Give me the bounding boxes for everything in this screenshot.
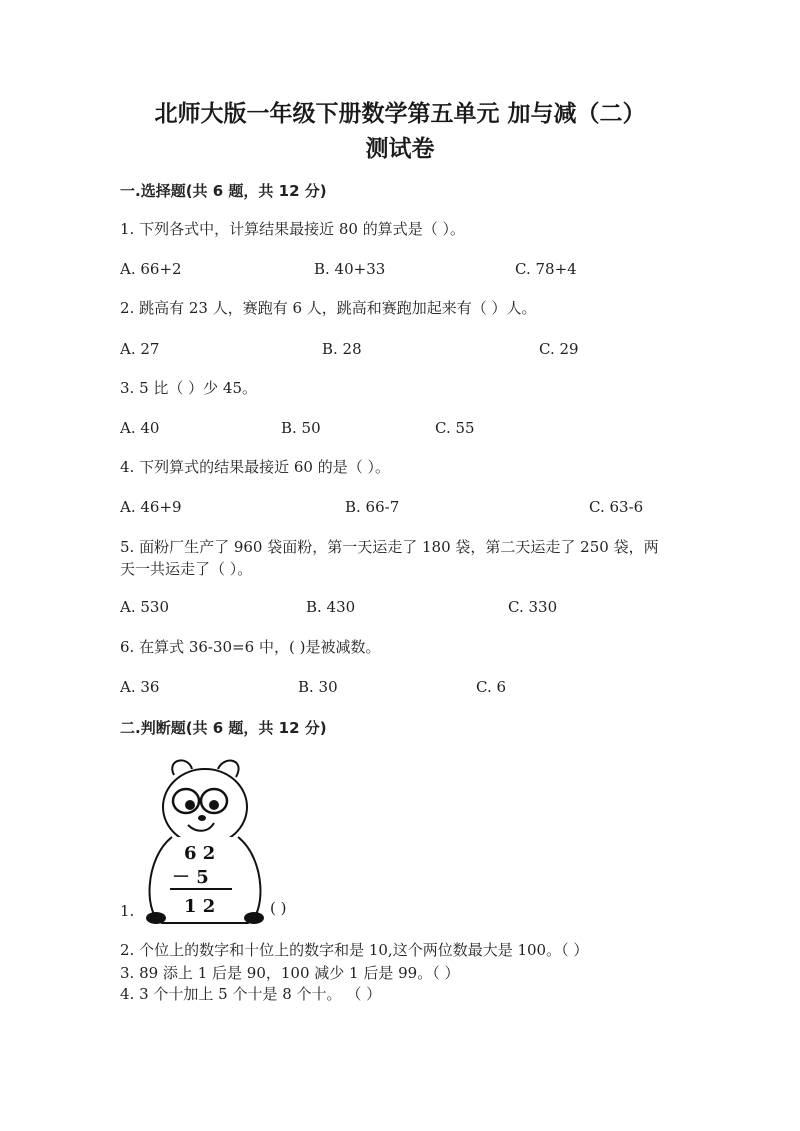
option-c: C. 55 [435,419,475,437]
option-b: B. 40+33 [314,260,386,278]
subtraction-minus-line: － 5 [172,867,209,888]
option-c: C. 78+4 [515,260,577,278]
question-text: 6. 在算式 36-30=6 中，( )是被减数。 [120,638,381,656]
question-text: 1. 下列各式中，计算结果最接近 80 的算式是（ ）。 [120,220,465,238]
subtraction-result: 1 2 [184,896,216,917]
panda-foot-left [146,912,166,924]
page-subtitle: 测试卷 [365,136,435,162]
subtraction-top-number: 6 2 [184,843,216,864]
question-text: 3. 5 比（ ）少 45。 [120,379,258,397]
option-b: B. 66-7 [345,498,400,516]
judge-question-2: 2. 个位上的数字和十位上的数字和是 10,这个两位数最大是 100。（ ） [120,941,589,959]
panda-eye-left [173,789,199,813]
question-text: 4. 下列算式的结果最接近 60 的是（ ）。 [120,458,390,476]
option-b: B. 430 [306,598,356,616]
page-title: 北师大版一年级下册数学第五单元 加与减（二） [154,101,646,127]
question-text-line1: 5. 面粉厂生产了 960 袋面粉，第一天运走了 180 袋，第二天运走了 250 袋，两 [120,538,659,556]
question-text-line2: 天一共运走了（ ）。 [120,560,253,578]
option-a: A. 530 [120,598,169,616]
option-c: C. 6 [476,678,507,696]
question-text: 2. 跳高有 23 人，赛跑有 6 人，跳高和赛跑加起来有（ ）人。 [120,299,537,317]
section-heading-judge: 二.判断题(共 6 题，共 12 分) [120,719,327,737]
panda-illustration [140,755,270,930]
judge-question-3: 3. 89 添上 1 后是 90，100 减少 1 后是 99。（ ） [120,964,460,982]
option-a: A. 46+9 [120,498,182,516]
option-c: C. 330 [508,598,558,616]
judge-answer-paren: ( ) [270,899,287,917]
option-a: A. 27 [120,340,160,358]
option-c: C. 63-6 [589,498,644,516]
judge-question-number: 1. [120,902,135,920]
option-b: B. 50 [281,419,321,437]
option-a: A. 66+2 [120,260,182,278]
section-heading-choice: 一.选择题(共 6 题，共 12 分) [120,182,327,200]
option-c: C. 29 [539,340,579,358]
panda-foot-right [244,912,264,924]
option-b: B. 30 [298,678,338,696]
option-b: B. 28 [322,340,362,358]
judge-question-4: 4. 3 个十加上 5 个十是 8 个十。 （ ） [120,985,382,1003]
option-a: A. 36 [120,678,160,696]
option-a: A. 40 [120,419,160,437]
